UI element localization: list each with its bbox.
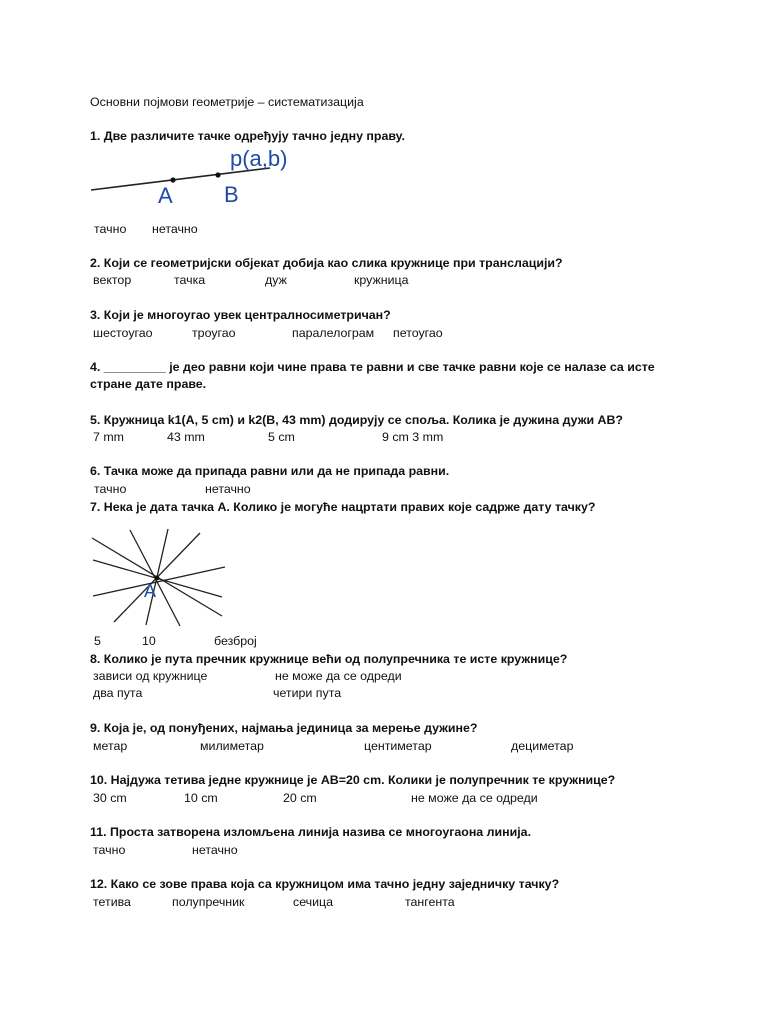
q8-option[interactable]: четири пута	[273, 686, 342, 700]
q12-option[interactable]: тетива	[93, 895, 131, 909]
point-a	[155, 576, 160, 581]
q3-option[interactable]: троугао	[192, 326, 236, 340]
q8-option[interactable]: два пута	[93, 686, 143, 700]
q10-option[interactable]: 20 cm	[283, 791, 317, 805]
q3-option[interactable]: петоугао	[393, 326, 443, 340]
question-1: 1. Две различите тачке одређују тачно једну праву.	[90, 129, 405, 143]
q1-option[interactable]: нетачно	[152, 222, 198, 236]
q11-option[interactable]: тачно	[93, 843, 126, 857]
q12-option[interactable]: полупречник	[172, 895, 245, 909]
q2-option[interactable]: вектор	[93, 273, 132, 287]
q9-option[interactable]: метар	[93, 739, 128, 753]
q7-option[interactable]: безброј	[214, 634, 257, 648]
q12-option[interactable]: сечица	[293, 895, 334, 909]
q8-option[interactable]: не може да се одреди	[275, 669, 402, 683]
q9-option[interactable]: милиметар	[200, 739, 264, 753]
q7-option[interactable]: 5	[94, 634, 101, 648]
question-10: 10. Најдужа тетива једне кружнице је AB=20 cm. Колики је полупречник те кружнице?	[90, 773, 616, 787]
question-4-line-2: стране дате праве.	[90, 377, 207, 391]
q8-option[interactable]: зависи од кружнице	[93, 669, 208, 683]
q6-option[interactable]: тачно	[94, 482, 127, 496]
label-a: A	[158, 183, 173, 208]
question-5: 5. Кружница k1(A, 5 cm) и k2(B, 43 mm) додирују се споља. Колика је дужина дужи AB?	[90, 413, 623, 427]
q10-option[interactable]: 10 cm	[184, 791, 218, 805]
q3-option[interactable]: паралелограм	[292, 326, 375, 340]
q7-option[interactable]: 10	[142, 634, 156, 648]
q5-option[interactable]: 5 cm	[268, 430, 295, 444]
question-11: 11. Проста затворена изломљена линија назива се многоугаона линија.	[90, 825, 532, 839]
q1-option[interactable]: тачно	[94, 222, 127, 236]
q3-option[interactable]: шестоугао	[93, 326, 153, 340]
q10-option[interactable]: 30 cm	[93, 791, 127, 805]
question-3: 3. Који је многоугао увек централносиметричан?	[90, 308, 391, 322]
q5-option[interactable]: 9 cm 3 mm	[382, 430, 444, 444]
q5-option[interactable]: 43 mm	[167, 430, 205, 444]
q2-option[interactable]: тачка	[174, 273, 206, 287]
q12-option[interactable]: тангента	[405, 895, 455, 909]
question-7: 7. Нека је дата тачка А. Колико је могуће нацртати правих које садрже дату тачку?	[90, 500, 596, 514]
q9-option[interactable]: центиметар	[364, 739, 432, 753]
label-b: B	[224, 182, 239, 207]
question-2: 2. Који се геометријски објекат добија као слика кружнице при транслацији?	[90, 256, 563, 270]
line-label-pab: p(a,b)	[230, 146, 288, 171]
question-12: 12. Како се зове права која са кружницом има тачно једну заједничку тачку?	[90, 877, 560, 891]
question-4-line-1: 4. _________ је део равни који чине права те равни и све тачке равни које се налазе са исте	[90, 360, 655, 374]
q6-option[interactable]: нетачно	[205, 482, 251, 496]
q2-option[interactable]: кружница	[354, 273, 409, 287]
page-title: Основни појмови геометрије – систематизација	[90, 95, 364, 109]
q11-option[interactable]: нетачно	[192, 843, 238, 857]
q2-option[interactable]: дуж	[265, 273, 287, 287]
q9-option[interactable]: дециметар	[511, 739, 574, 753]
question-9: 9. Која је, од понуђених, најмања јединица за мерење дужине?	[90, 721, 478, 735]
q10-option[interactable]: не може да се одреди	[411, 791, 538, 805]
q5-option[interactable]: 7 mm	[93, 430, 124, 444]
label-a: A	[144, 581, 157, 601]
question-6: 6. Тачка може да припада равни или да не припада равни.	[90, 464, 450, 478]
question-8: 8. Колико је пута пречник кружнице већи од полупречника те исте кружнице?	[90, 652, 568, 666]
